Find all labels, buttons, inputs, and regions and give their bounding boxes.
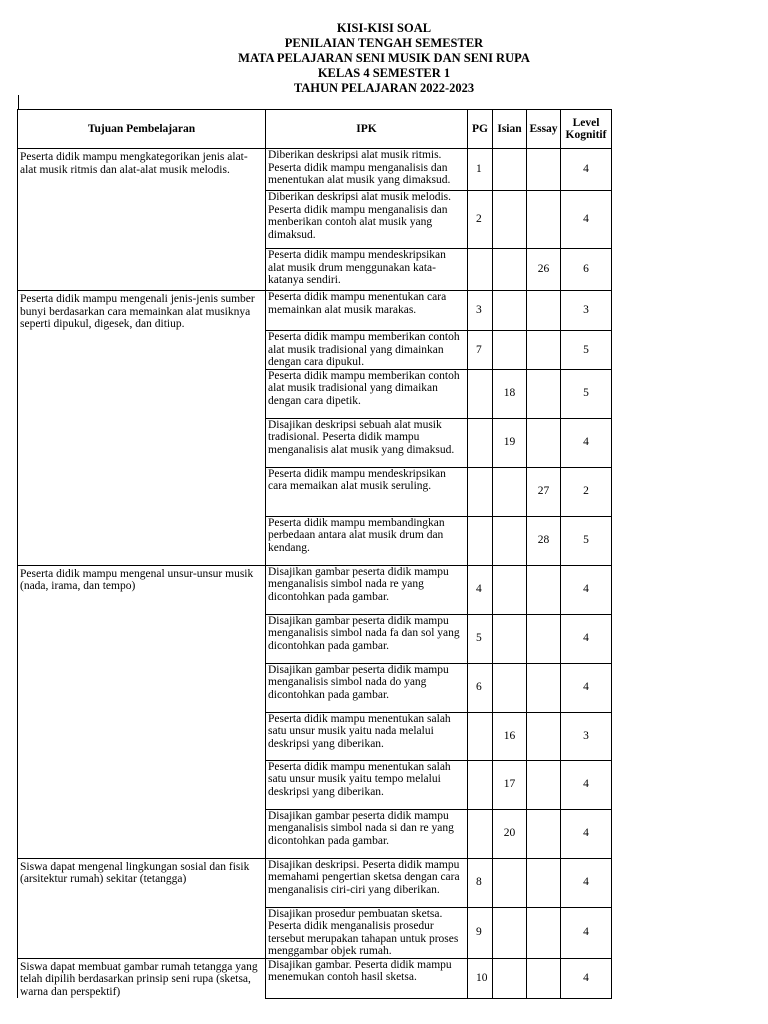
doc-subtitle-class: KELAS 4 SEMESTER 1 <box>317 66 451 80</box>
doc-title: KISI-KISI SOAL <box>336 21 432 35</box>
ipk-cell: Peserta didik mampu mendeskripsikan cara memaikan alat musik seruling. <box>266 467 468 516</box>
ipk-cell: Disajikan prosedur pembuatan sketsa. Peserta didik menganalisis prosedur tersebut merupakan tahapan untuk proses menggambar objek rumah. <box>266 907 468 958</box>
table-wrapper <box>17 109 611 998</box>
isian-cell <box>493 858 527 907</box>
tujuan-cell <box>18 712 266 760</box>
level-cell: 4 <box>561 663 612 712</box>
table-row <box>18 331 612 370</box>
doc-subtitle-assessment: PENILAIAN TENGAH SEMESTER <box>284 36 484 50</box>
tujuan-cell: Peserta didik mampu mengenali jenis-jenis sumber bunyi berdasarkan cara memainkan alat musiknya seperti dipukul, digesek, dan ditiup. <box>18 291 266 331</box>
tujuan-cell <box>18 467 266 516</box>
pg-cell: 1 <box>468 149 493 191</box>
ipk-cell: Disajikan gambar peserta didik mampu menganalisis simbol nada si dan re yang dicontohkan pada gambar. <box>266 809 468 858</box>
table-row <box>18 516 612 565</box>
isian-cell: 18 <box>493 369 527 418</box>
tujuan-cell <box>18 418 266 467</box>
table-row <box>18 191 612 249</box>
isian-cell: 17 <box>493 760 527 809</box>
isian-cell: 16 <box>493 712 527 760</box>
isian-cell <box>493 614 527 663</box>
pg-cell <box>468 516 493 565</box>
pg-cell <box>468 712 493 760</box>
level-cell: 4 <box>561 614 612 663</box>
document-header <box>0 21 768 96</box>
ipk-cell: Peserta didik mampu mendeskripsikan alat musik drum menggunakan kata-katanya sendiri. <box>266 249 468 291</box>
essay-cell <box>527 663 561 712</box>
essay-cell: 27 <box>527 467 561 516</box>
ipk-cell: Disajikan gambar peserta didik mampu menganalisis simbol nada fa dan sol yang dicontohkan pada gambar. <box>266 614 468 663</box>
level-cell: 5 <box>561 331 612 370</box>
ipk-cell: Diberikan deskripsi alat musik ritmis. Peserta didik mampu menganalisis dan menentukan alat musik yang dimaksud. <box>266 149 468 191</box>
col-header-level-line1: Level <box>572 117 600 129</box>
ipk-cell: Peserta didik mampu menentukan salah satu unsur musik yaitu tempo melalui deskripsi yang diberikan. <box>266 760 468 809</box>
ipk-cell: Peserta didik mampu menentukan salah satu unsur musik yaitu nada melalui deskripsi yang diberikan. <box>266 712 468 760</box>
table-row <box>18 249 612 291</box>
tujuan-cell: Peserta didik mampu mengenal unsur-unsur musik (nada, irama, dan tempo) <box>18 565 266 614</box>
essay-cell <box>527 712 561 760</box>
grid-line <box>18 95 19 110</box>
level-cell: 4 <box>561 565 612 614</box>
ipk-cell: Peserta didik mampu menentukan cara memainkan alat musik marakas. <box>266 291 468 331</box>
essay-cell: 28 <box>527 516 561 565</box>
pg-cell: 6 <box>468 663 493 712</box>
level-cell: 4 <box>561 809 612 858</box>
tujuan-cell <box>18 249 266 291</box>
ipk-cell: Peserta didik mampu memberikan contoh alat musik tradisional yang dimainkan dengan cara dipukul. <box>266 331 468 370</box>
pg-cell <box>468 760 493 809</box>
pg-cell <box>468 467 493 516</box>
isian-cell <box>493 331 527 370</box>
isian-cell <box>493 467 527 516</box>
table-row <box>18 858 612 907</box>
table-row <box>18 809 612 858</box>
essay-cell <box>527 369 561 418</box>
level-cell: 3 <box>561 291 612 331</box>
tujuan-cell <box>18 907 266 958</box>
essay-cell <box>527 858 561 907</box>
doc-subtitle-year: TAHUN PELAJARAN 2022-2023 <box>293 81 475 95</box>
tujuan-cell <box>18 809 266 858</box>
essay-cell <box>527 291 561 331</box>
isian-cell <box>493 291 527 331</box>
isian-cell <box>493 516 527 565</box>
table-row <box>18 149 612 191</box>
table-row <box>18 291 612 331</box>
isian-cell: 19 <box>493 418 527 467</box>
isian-cell <box>493 191 527 249</box>
level-cell: 4 <box>561 418 612 467</box>
level-cell: 4 <box>561 191 612 249</box>
level-cell: 4 <box>561 907 612 958</box>
table-row <box>18 614 612 663</box>
level-cell: 2 <box>561 467 612 516</box>
level-cell: 4 <box>561 858 612 907</box>
pg-cell: 9 <box>468 907 493 958</box>
isian-cell <box>493 249 527 291</box>
tujuan-cell <box>18 369 266 418</box>
ipk-cell: Disajikan deskripsi. Peserta didik mampu memahami pengertian sketsa dengan cara menganalisis ciri-ciri yang diberikan. <box>266 858 468 907</box>
isian-cell <box>493 663 527 712</box>
pg-cell: 4 <box>468 565 493 614</box>
table-row <box>18 565 612 614</box>
table-row <box>18 418 612 467</box>
pg-cell <box>468 418 493 467</box>
level-cell: 3 <box>561 712 612 760</box>
table-header-row <box>18 110 612 149</box>
essay-cell <box>527 760 561 809</box>
level-cell: 4 <box>561 760 612 809</box>
ipk-cell: Disajikan gambar peserta didik mampu menganalisis simbol nada re yang dicontohkan pada gambar. <box>266 565 468 614</box>
ipk-cell: Disajikan gambar peserta didik mampu menganalisis simbol nada do yang dicontohkan pada gambar. <box>266 663 468 712</box>
col-header-pg: PG <box>468 110 493 149</box>
essay-cell <box>527 331 561 370</box>
isian-cell <box>493 149 527 191</box>
kisi-kisi-table <box>17 109 612 999</box>
essay-cell <box>527 614 561 663</box>
pg-cell: 8 <box>468 858 493 907</box>
ipk-cell: Disajikan deskripsi sebuah alat musik tradisional. Peserta didik mampu menganalisis alat musik yang dimaksud. <box>266 418 468 467</box>
table-row <box>18 369 612 418</box>
pg-cell: 2 <box>468 191 493 249</box>
essay-cell <box>527 191 561 249</box>
isian-cell <box>493 907 527 958</box>
pg-cell <box>468 249 493 291</box>
essay-cell: 26 <box>527 249 561 291</box>
essay-cell <box>527 565 561 614</box>
pg-cell <box>468 809 493 858</box>
col-header-isian: Isian <box>493 110 527 149</box>
essay-cell <box>527 149 561 191</box>
tujuan-cell: Peserta didik mampu mengkategorikan jenis alat-alat musik ritmis dan alat-alat musik melodis. <box>18 149 266 191</box>
pg-cell: 5 <box>468 614 493 663</box>
col-header-essay: Essay <box>527 110 561 149</box>
col-header-ipk: IPK <box>266 110 468 149</box>
ipk-cell: Diberikan deskripsi alat musik melodis. Peserta didik mampu menganalisis dan menberikan contoh alat musik yang dimaksud. <box>266 191 468 249</box>
essay-cell <box>527 418 561 467</box>
doc-subtitle-subject: MATA PELAJARAN SENI MUSIK DAN SENI RUPA <box>238 51 530 65</box>
table-row <box>18 907 612 958</box>
tujuan-cell <box>18 614 266 663</box>
table-row <box>18 663 612 712</box>
essay-cell <box>527 958 561 998</box>
tujuan-cell <box>18 516 266 565</box>
ipk-cell: Disajikan gambar. Peserta didik mampu menemukan contoh hasil sketsa. <box>266 958 468 998</box>
pg-cell: 7 <box>468 331 493 370</box>
pg-cell: 10 <box>468 958 493 998</box>
tujuan-cell <box>18 760 266 809</box>
tujuan-cell <box>18 663 266 712</box>
isian-cell <box>493 565 527 614</box>
level-cell: 4 <box>561 149 612 191</box>
isian-cell: 20 <box>493 809 527 858</box>
col-header-level <box>561 110 612 149</box>
tujuan-cell <box>18 331 266 370</box>
level-cell: 5 <box>561 516 612 565</box>
pg-cell <box>468 369 493 418</box>
col-header-level-line2: Kognitif <box>565 129 607 141</box>
tujuan-cell: Siswa dapat membuat gambar rumah tetangga yang telah dipilih berdasarkan prinsip seni rupa (sketsa, warna dan perspektif) <box>18 958 266 998</box>
table-row <box>18 467 612 516</box>
essay-cell <box>527 907 561 958</box>
table-row <box>18 712 612 760</box>
isian-cell <box>493 958 527 998</box>
essay-cell <box>527 809 561 858</box>
level-cell: 6 <box>561 249 612 291</box>
tujuan-cell: Siswa dapat mengenal lingkungan sosial dan fisik (arsitektur rumah) sekitar (tetangga) <box>18 858 266 907</box>
ipk-cell: Peserta didik mampu memberikan contoh alat musik tradisional yang dimaikan dengan cara dipetik. <box>266 369 468 418</box>
level-cell: 5 <box>561 369 612 418</box>
tujuan-cell <box>18 191 266 249</box>
table-row <box>18 760 612 809</box>
pg-cell: 3 <box>468 291 493 331</box>
level-cell: 4 <box>561 958 612 998</box>
table-row <box>18 958 612 998</box>
ipk-cell: Peserta didik mampu membandingkan perbedaan antara alat musik drum dan kendang. <box>266 516 468 565</box>
col-header-tujuan: Tujuan Pembelajaran <box>18 110 266 149</box>
